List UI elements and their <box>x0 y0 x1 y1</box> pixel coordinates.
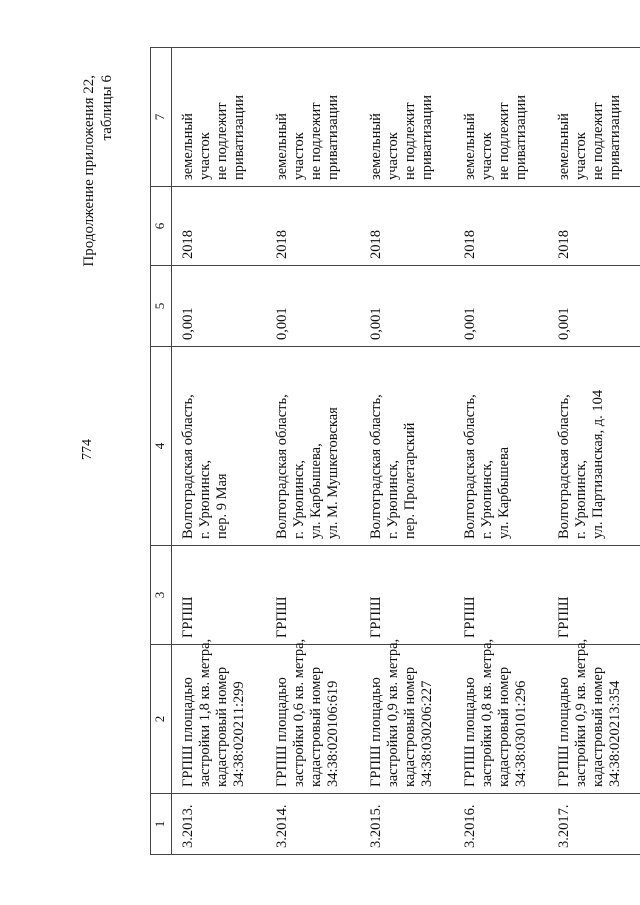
object-address-line: г. Урюпинск, <box>291 459 307 539</box>
object-status-line: участок <box>197 132 213 180</box>
row-number: 3.2017. <box>548 794 640 855</box>
object-description <box>454 638 548 794</box>
object-area: 0,001 <box>360 266 454 347</box>
object-status <box>548 48 640 187</box>
object-description-line: ГРПШ площадью <box>368 677 384 787</box>
object-address-line: г. Урюпинск, <box>573 459 589 539</box>
object-description-line: ГРПШ площадью <box>180 677 196 787</box>
object-status-line: не подлежит <box>214 102 230 180</box>
object-status-line: не подлежит <box>308 102 324 180</box>
object-address-line: Волгоградская область, <box>180 394 196 539</box>
object-type: ГРПШ <box>266 546 360 645</box>
object-year: 2018 <box>360 187 454 266</box>
object-area: 0,001 <box>548 266 640 347</box>
object-description-line: застройки 0,6 кв. метра, <box>291 638 307 787</box>
object-description-line: 34:38:030206:227 <box>419 680 435 787</box>
object-address-line: пер. Пролетарский <box>402 422 418 539</box>
object-status-line: участок <box>385 132 401 180</box>
object-area: 0,001 <box>266 266 360 347</box>
object-status-line: приватизации <box>607 94 623 180</box>
object-description <box>360 638 454 794</box>
object-year: 2018 <box>172 187 267 266</box>
object-status-line: земельный <box>368 113 384 180</box>
column-header: 7 <box>151 48 172 187</box>
table-row <box>454 48 548 855</box>
column-header: 4 <box>151 347 172 546</box>
object-address-line: Волгоградская область, <box>556 394 572 539</box>
object-status-line: участок <box>291 132 307 180</box>
continuation-line: таблицы 6 <box>99 75 115 141</box>
object-status <box>266 48 360 187</box>
object-status-line: земельный <box>274 113 290 180</box>
object-type: ГРПШ <box>548 546 640 645</box>
row-number: 3.2015. <box>360 794 454 855</box>
object-address-line: Волгоградская область, <box>368 394 384 539</box>
object-status-line: приватизации <box>419 94 435 180</box>
object-status-line: приватизации <box>513 94 529 180</box>
property-table <box>150 47 640 855</box>
object-address-line: пер. 9 Мая <box>214 473 230 539</box>
object-description-line: кадастровый номер <box>496 666 512 787</box>
object-type: ГРПШ <box>454 546 548 645</box>
object-description-line: кадастровый номер <box>308 666 324 787</box>
object-status-line: не подлежит <box>496 102 512 180</box>
table-row <box>172 48 267 855</box>
object-area: 0,001 <box>454 266 548 347</box>
object-address-line: г. Урюпинск, <box>197 459 213 539</box>
object-description-line: 34:38:020106:619 <box>325 680 341 787</box>
column-header: 5 <box>151 266 172 347</box>
object-address-line: ул. Партизанская, д. 104 <box>590 389 606 539</box>
object-area: 0,001 <box>172 266 267 347</box>
object-description-line: ГРПШ площадью <box>274 677 290 787</box>
object-address <box>172 347 267 546</box>
object-description-line: 34:38:020211:299 <box>231 681 247 787</box>
object-address-line: г. Урюпинск, <box>479 459 495 539</box>
object-description-line: ГРПШ площадью <box>556 677 572 787</box>
object-year: 2018 <box>266 187 360 266</box>
object-description-line: 34:38:030101:296 <box>513 680 529 787</box>
object-address-line: г. Урюпинск, <box>385 459 401 539</box>
object-type: ГРПШ <box>172 546 267 645</box>
object-status-line: земельный <box>180 113 196 180</box>
object-year: 2018 <box>548 187 640 266</box>
table-row <box>548 48 640 855</box>
continuation-note <box>80 75 116 375</box>
object-type: ГРПШ <box>360 546 454 645</box>
object-status-line: приватизации <box>231 94 247 180</box>
object-description-line: кадастровый номер <box>402 666 418 787</box>
object-description <box>548 638 640 794</box>
object-year: 2018 <box>454 187 548 266</box>
object-status-line: приватизации <box>325 94 341 180</box>
object-description-line: 34:38:020213:354 <box>607 680 623 787</box>
object-description-line: застройки 0,8 кв. метра, <box>479 638 495 787</box>
object-status-line: участок <box>479 132 495 180</box>
object-status-line: земельный <box>462 113 478 180</box>
object-description-line: застройки 0,9 кв. метра, <box>385 638 401 787</box>
object-description <box>266 638 360 794</box>
column-header: 2 <box>151 645 172 794</box>
object-status <box>172 48 267 187</box>
continuation-line: Продолжение приложения 22, <box>81 75 97 267</box>
column-header: 3 <box>151 546 172 645</box>
column-number-row <box>151 48 172 855</box>
object-description-line: застройки 0,9 кв. метра, <box>573 638 589 787</box>
page-number: 774 <box>80 439 95 460</box>
object-description-line: кадастровый номер <box>214 666 230 787</box>
object-description-line: застройки 1,8 кв. метра, <box>197 638 213 787</box>
column-header: 6 <box>151 187 172 266</box>
object-address <box>454 347 548 546</box>
object-status <box>360 48 454 187</box>
object-description-line: кадастровый номер <box>590 666 606 787</box>
object-status-line: не подлежит <box>402 102 418 180</box>
object-status-line: участок <box>573 132 589 180</box>
table-row <box>360 48 454 855</box>
object-description <box>172 638 267 794</box>
object-status-line: земельный <box>556 113 572 180</box>
object-address <box>360 347 454 546</box>
object-address-line: Волгоградская область, <box>462 394 478 539</box>
object-status <box>454 48 548 187</box>
column-header: 1 <box>151 794 172 855</box>
table-row <box>266 48 360 855</box>
object-address-line: ул. Карбышева <box>496 446 512 539</box>
object-status-line: не подлежит <box>590 102 606 180</box>
object-address <box>266 347 360 546</box>
object-address-line: Волгоградская область, <box>274 394 290 539</box>
row-number: 3.2014. <box>266 794 360 855</box>
document-page <box>70 55 623 855</box>
row-number: 3.2013. <box>172 794 267 855</box>
row-number: 3.2016. <box>454 794 548 855</box>
object-address <box>548 347 640 546</box>
object-address-line: ул. М. Мушкетовская <box>325 407 341 539</box>
object-address-line: ул. Карбышева, <box>308 443 324 539</box>
object-description-line: ГРПШ площадью <box>462 677 478 787</box>
